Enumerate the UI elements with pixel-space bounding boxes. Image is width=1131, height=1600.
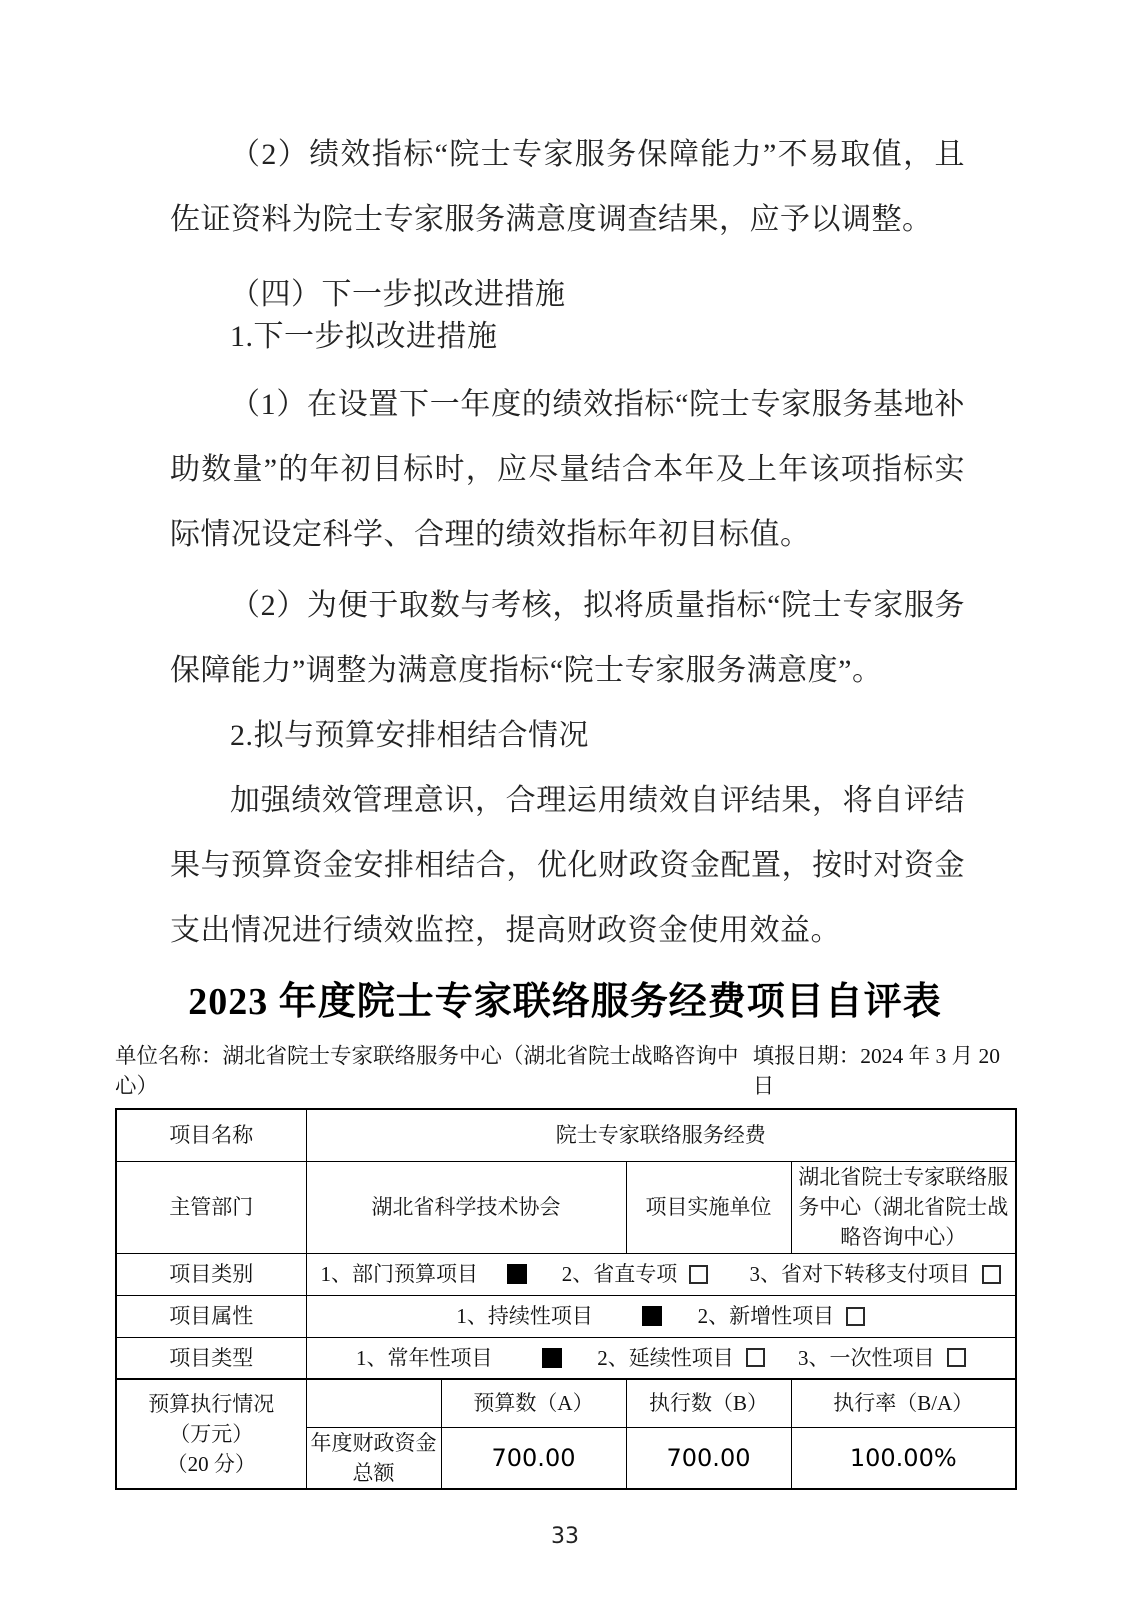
annual-fiscal-total-label: 年度财政资金总额 [306, 1427, 441, 1489]
checkbox-icon [982, 1265, 1001, 1284]
paragraph-measure-2: （2）为便于取数与考核，拟将质量指标“院士专家服务保障能力”调整为满意度指标“院士专家服务满意度”。 [170, 589, 965, 687]
budget-subcell-empty [306, 1379, 441, 1427]
paragraph-budget-combination-title: 2.拟与预算安排相结合情况 [230, 719, 589, 752]
checkbox-icon [846, 1307, 865, 1326]
category-option [321, 1259, 527, 1289]
impl-unit-value: 湖北省院士专家联络服务中心（湖北省院士战略咨询中心） [791, 1161, 1016, 1253]
paragraph-budget-combination-text: 加强绩效管理意识，合理运用绩效自评结果，将自评结果与预算资金安排相结合，优化财政资金配置，按时对资金支出情况进行绩效监控，提高财政资金使用效益。 [170, 784, 965, 947]
option-label: 1、部门预算项目 [320, 1262, 478, 1286]
type-option [798, 1343, 966, 1373]
project-name-label: 项目名称 [116, 1109, 306, 1161]
type-options [306, 1337, 1016, 1379]
report-date: 填报日期：2024 年 3 月 20 日 [752, 1044, 1000, 1098]
attribute-option [456, 1301, 662, 1331]
paragraph-measure-1: （1）在设置下一年度的绩效指标“院士专家服务基地补助数量”的年初目标时，应尽量结合本年及上年该项指标实际情况设定科学、合理的绩效指标年初目标值。 [170, 388, 965, 551]
option-label: 3、一次性项目 [798, 1345, 935, 1370]
paragraph-indicator-issue: （2）绩效指标“院士专家服务保障能力”不易取值，且佐证资料为院士专家服务满意度调查结果，应予以调整。 [170, 138, 965, 236]
budget-value: 700.00 [441, 1427, 626, 1489]
selfeval-table [115, 1108, 1017, 1490]
budget-exec-label-line: （20 分） [166, 1451, 256, 1476]
checkbox-icon [642, 1306, 662, 1326]
checkbox-icon [689, 1265, 708, 1284]
table-row-category [116, 1253, 1016, 1295]
budget-exec-label-line: （万元） [169, 1421, 254, 1446]
selfeval-table-title: 2023 年度院士专家联络服务经费项目自评表 [188, 981, 942, 1023]
section-heading-improvement-measures: （四）下一步拟改进措施 [230, 278, 566, 311]
page-number: 33 [551, 1523, 579, 1549]
selfeval-meta-row [115, 1041, 1015, 1101]
page-content [115, 122, 1015, 1549]
checkbox-icon [507, 1264, 527, 1284]
category-option [750, 1259, 1002, 1289]
option-label: 2、省直专项 [561, 1262, 678, 1286]
attribute-option [698, 1301, 866, 1331]
option-label: 1、常年性项目 [356, 1345, 493, 1370]
rate-value: 100.00% [791, 1427, 1016, 1489]
exec-value: 700.00 [626, 1427, 791, 1489]
dept-label: 主管部门 [116, 1161, 306, 1253]
table-row-type [116, 1337, 1016, 1379]
category-option [562, 1259, 709, 1289]
attribute-options [306, 1295, 1016, 1337]
column-header-budget: 预算数（A） [441, 1379, 626, 1427]
option-label: 3、省对下转移支付项目 [749, 1262, 970, 1286]
option-label: 2、延续性项目 [597, 1345, 734, 1370]
checkbox-icon [746, 1348, 765, 1367]
project-name-value: 院士专家联络服务经费 [306, 1109, 1016, 1161]
paragraph-step-title: 1.下一步拟改进措施 [230, 320, 498, 353]
column-header-rate: 执行率（B/A） [791, 1379, 1016, 1427]
budget-exec-label-line: 预算执行情况 [148, 1391, 275, 1416]
option-label: 2、新增性项目 [697, 1304, 835, 1328]
column-header-exec: 执行数（B） [626, 1379, 791, 1427]
budget-exec-label [116, 1379, 306, 1489]
dept-value: 湖北省科学技术协会 [306, 1161, 626, 1253]
table-row-attribute [116, 1295, 1016, 1337]
category-label: 项目类别 [116, 1253, 306, 1295]
impl-unit-label: 项目实施单位 [626, 1161, 791, 1253]
type-label: 项目类型 [116, 1337, 306, 1379]
category-options [306, 1253, 1016, 1295]
type-option [597, 1343, 765, 1373]
unit-name: 单位名称：湖北省院士专家联络服务中心（湖北省院士战略咨询中心） [115, 1044, 739, 1098]
type-option [356, 1343, 562, 1373]
option-label: 1、持续性项目 [456, 1304, 593, 1328]
table-row-departments [116, 1161, 1016, 1253]
checkbox-icon [947, 1348, 966, 1367]
checkbox-icon [542, 1348, 562, 1368]
table-row-budget-header [116, 1379, 1016, 1427]
table-row-project-name [116, 1109, 1016, 1161]
attribute-label: 项目属性 [116, 1295, 306, 1337]
